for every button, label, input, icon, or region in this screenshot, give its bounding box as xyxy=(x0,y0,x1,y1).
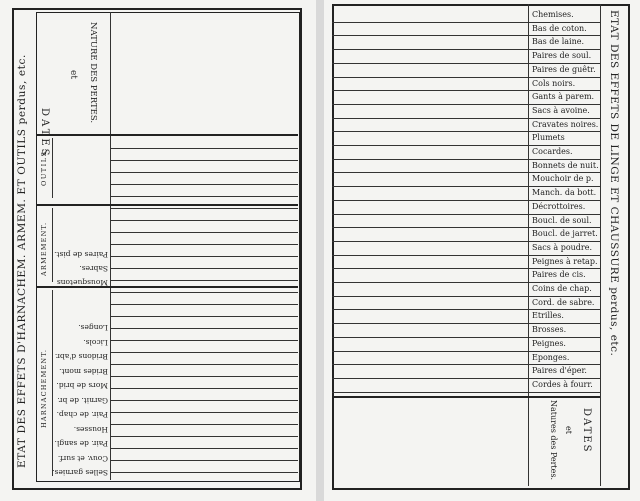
ruled-line xyxy=(110,184,298,185)
right-title: ETAT DES EFFETS DE LINGE ET CHAUSSURE perdus, etc. xyxy=(608,10,620,357)
linen-item-label: Coins de chap. xyxy=(532,284,592,293)
linen-item-label: Plumets xyxy=(532,133,565,143)
dates-divider xyxy=(36,134,298,136)
ruled-line xyxy=(332,392,600,393)
linen-item-label: Boucl. de soul. xyxy=(532,215,592,225)
ruled-line xyxy=(110,160,298,161)
harnachement-item-label: Housses. xyxy=(73,424,108,434)
ruled-line xyxy=(110,328,298,329)
outils-bracket xyxy=(52,138,53,198)
ruled-line xyxy=(110,256,298,257)
ruled-line xyxy=(110,460,298,461)
harnachement-item-label: Licols. xyxy=(83,337,108,347)
armement-section-label: ARMEMENT. xyxy=(40,221,48,276)
ruled-line xyxy=(110,172,298,173)
armement-item-label: Sabres. xyxy=(79,264,108,273)
ruled-line xyxy=(110,412,298,413)
harnachement-item-label: Garnit. de br. xyxy=(57,395,108,405)
ruled-line xyxy=(110,280,298,281)
harnachement-item-label: Bridons d'abr. xyxy=(54,352,108,361)
linen-item-label: Cravates noires. xyxy=(532,119,599,129)
right-dates-et: et xyxy=(564,426,573,434)
left-dates-et: et xyxy=(68,70,78,79)
ruled-line xyxy=(110,268,298,269)
armement-item-label: Paires de pist. xyxy=(54,250,108,259)
ruled-line xyxy=(110,220,298,221)
linen-item-label: Cols noirs. xyxy=(532,78,576,88)
linen-item-label: Etrilles. xyxy=(532,311,564,321)
linen-item-label: Paires de guêtr. xyxy=(532,64,596,74)
linen-item-label: Eponges. xyxy=(532,352,570,362)
linen-item-label: Peignes à retap. xyxy=(532,256,598,266)
left-title: ETAT DES EFFETS D'HARNACHEM. ARMEM. ET OUTILS perdus, etc. xyxy=(16,54,28,468)
armement-item-label: Mousquetons xyxy=(56,278,108,287)
linen-item-label: Brosses. xyxy=(532,325,567,335)
linen-item-label: Boucl. de jarret. xyxy=(532,229,598,239)
ruled-line xyxy=(110,292,298,293)
left-page xyxy=(0,0,316,501)
ruled-line xyxy=(110,376,298,377)
ruled-line xyxy=(110,400,298,401)
linen-item-label: Paires de soul. xyxy=(532,51,592,61)
ruled-line xyxy=(110,148,298,149)
label-column-divider xyxy=(110,12,111,480)
linen-item-label: Cordes à fourr. xyxy=(532,379,593,389)
linen-item-label: Chemises. xyxy=(532,10,574,19)
right-title-divider xyxy=(600,4,601,486)
harnachement-item-label: Brides mont. xyxy=(59,366,108,376)
linen-item-label: Bonnets de nuit. xyxy=(532,160,599,170)
right-dates-divider xyxy=(332,396,600,398)
ruled-line xyxy=(110,244,298,245)
harnachement-section-label: HARNACHEMENT. xyxy=(40,348,48,428)
right-dates-nature: Natures des Pertes. xyxy=(549,400,558,481)
linen-item-label: Gants à parem. xyxy=(532,92,595,102)
linen-item-label: Bas de laine. xyxy=(532,37,585,47)
linen-item-label: Paires d'éper. xyxy=(532,366,587,376)
ruled-line xyxy=(110,448,298,449)
right-label-divider xyxy=(528,4,529,486)
ruled-line xyxy=(110,196,298,197)
ruled-line xyxy=(110,424,298,425)
ruled-line xyxy=(110,340,298,341)
linen-item-label: Décrottoires. xyxy=(532,201,586,211)
right-page xyxy=(324,0,640,501)
linen-item-label: Bas de coton. xyxy=(532,23,587,33)
right-dates-header: DATES xyxy=(581,408,592,454)
harnachement-bracket xyxy=(52,290,53,476)
left-dates-header: DATES xyxy=(39,108,50,159)
linen-item-label: Mouchoir de p. xyxy=(532,174,594,184)
linen-item-label: Paires de cis. xyxy=(532,270,586,280)
ruled-line xyxy=(110,232,298,233)
ruled-line xyxy=(110,352,298,353)
armement-bracket xyxy=(52,208,53,282)
left-dates-nature: NATURE DES PERTES. xyxy=(88,22,98,124)
harnachement-item-label: Pair. de sangl. xyxy=(54,439,108,448)
ruled-line xyxy=(110,472,298,473)
harnachement-item-label: Selles garnies. xyxy=(52,468,108,477)
harnachement-item-label: Couv. et surf. xyxy=(57,453,108,463)
harnachement-item-label: Pair. de chap. xyxy=(56,410,108,419)
outils-divider xyxy=(36,204,298,206)
ruled-line xyxy=(110,208,298,209)
ruled-line xyxy=(110,436,298,437)
linen-item-label: Cord. de sabre. xyxy=(532,297,595,307)
linen-item-label: Sacs à avoine. xyxy=(532,105,590,115)
linen-item-label: Manch. da bott. xyxy=(532,188,597,198)
ruled-line xyxy=(110,316,298,317)
ruled-line xyxy=(110,364,298,365)
linen-item-label: Cocardes. xyxy=(532,147,573,156)
harnachement-item-label: Mors de brid. xyxy=(56,381,108,390)
ruled-line xyxy=(110,388,298,389)
harnachement-item-label: Longes. xyxy=(78,323,108,332)
outils-section-label: OUTILS. xyxy=(40,147,48,186)
ruled-line xyxy=(110,304,298,305)
linen-item-label: Sacs à poudre. xyxy=(532,242,593,252)
linen-item-label: Peignes. xyxy=(532,338,566,348)
